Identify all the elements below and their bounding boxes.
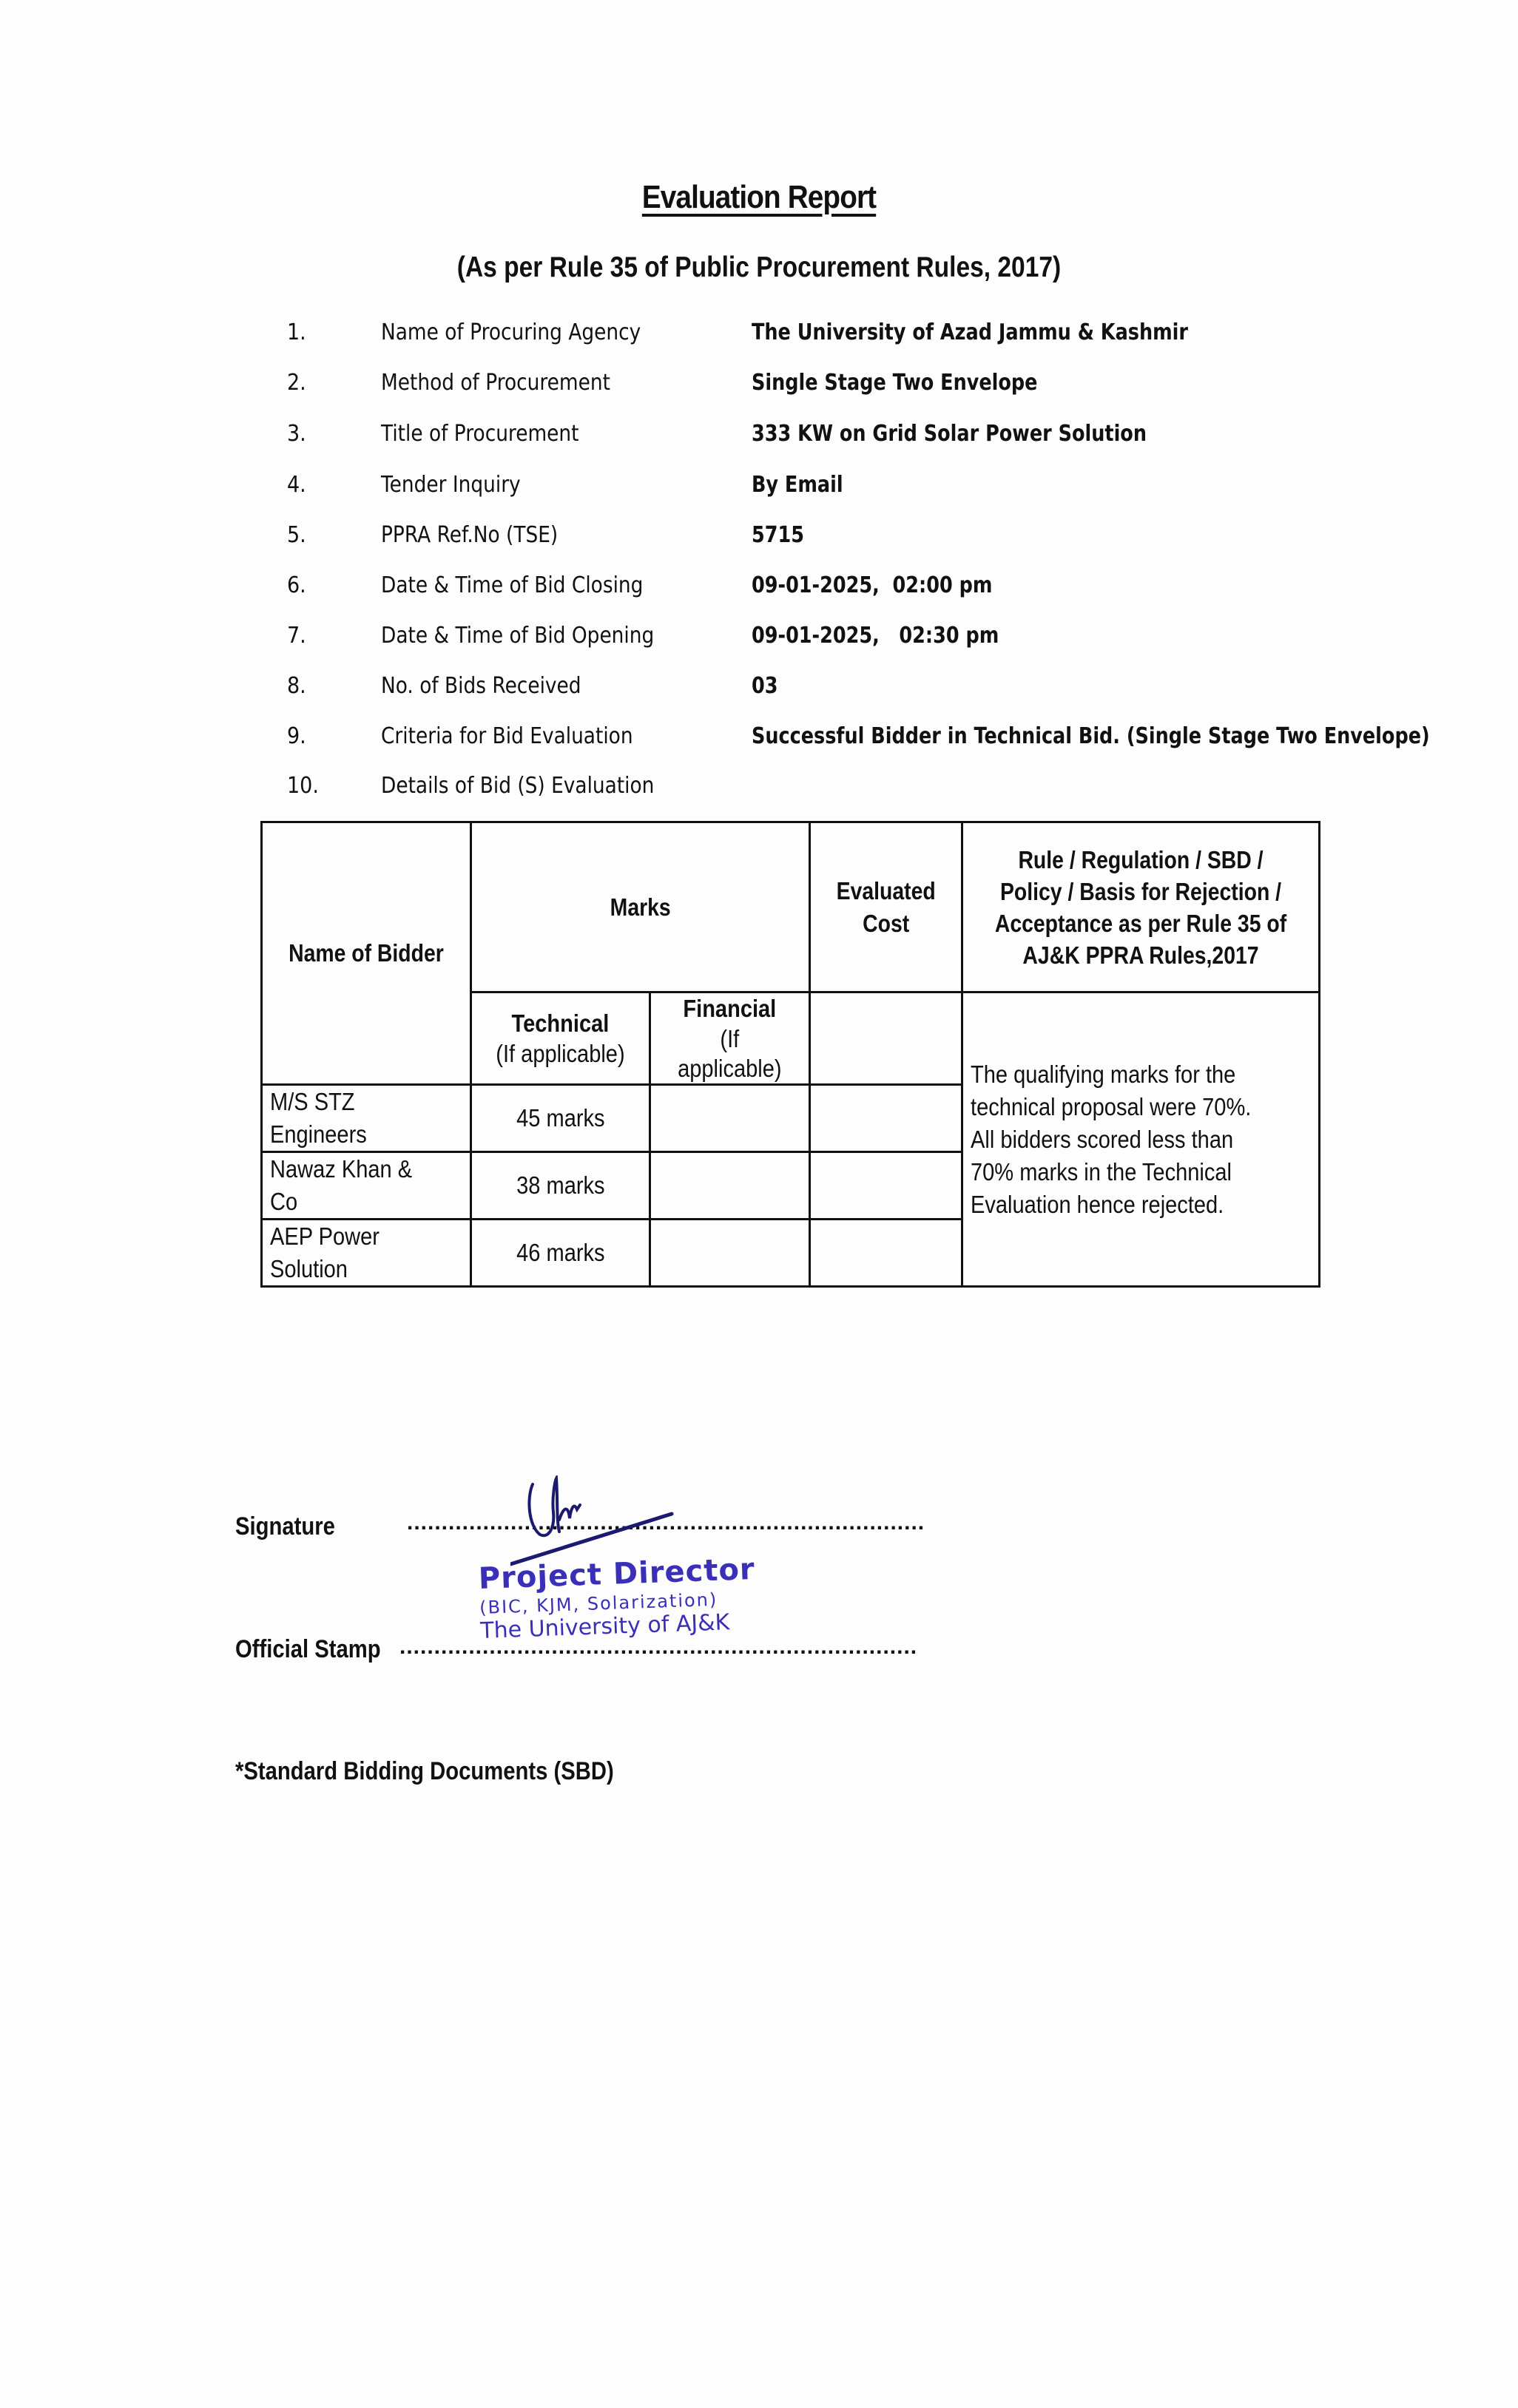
technical-marks: 38 marks xyxy=(471,1152,650,1220)
info-value: Single Stage Two Envelope xyxy=(752,370,1038,396)
info-row xyxy=(0,522,1518,559)
header-marks: Marks xyxy=(471,822,810,992)
header-rule-basis: Rule / Regulation / SBD / Policy / Basis for Rejection / Acceptance as per Rule 35 of AJ&K PPRA Rules,2017 xyxy=(962,822,1319,992)
info-row xyxy=(0,472,1518,509)
info-label: Tender Inquiry xyxy=(381,472,521,498)
page-subtitle: (As per Rule 35 of Public Procurement Rules, 2017) xyxy=(456,251,1062,283)
official-stamp-label: Official Stamp xyxy=(235,1635,381,1663)
info-number: 10. xyxy=(287,773,319,799)
info-row xyxy=(0,319,1518,356)
info-row xyxy=(0,623,1518,660)
info-label: Criteria for Bid Evaluation xyxy=(381,723,633,749)
footnote: *Standard Bidding Documents (SBD) xyxy=(235,1757,614,1785)
info-value: Successful Bidder in Technical Bid. (Single Stage Two Envelope) xyxy=(752,723,1430,749)
info-number: 3. xyxy=(287,421,306,447)
info-number: 1. xyxy=(287,319,306,345)
info-number: 2. xyxy=(287,370,306,396)
info-label: Name of Procuring Agency xyxy=(381,319,641,345)
info-number: 4. xyxy=(287,472,306,498)
header-technical: Technical (If applicable) xyxy=(471,992,650,1085)
official-stamp-line: ........................................................................... xyxy=(399,1634,918,1659)
info-number: 9. xyxy=(287,723,306,749)
header-financial: Financial (If applicable) xyxy=(650,992,809,1085)
evaluation-table xyxy=(260,821,1320,1288)
info-row xyxy=(0,370,1518,407)
evaluated-cost xyxy=(809,1220,962,1287)
table-header-row xyxy=(262,822,1320,992)
financial-marks xyxy=(650,1152,809,1220)
header-name-of-bidder: Name of Bidder xyxy=(262,822,471,1085)
stamp-department: (BIC, KJM, Solarization) xyxy=(479,1589,718,1618)
info-value: The University of Azad Jammu & Kashmir xyxy=(752,319,1189,345)
info-row xyxy=(0,773,1518,810)
info-value: 5715 xyxy=(752,522,804,548)
evaluated-cost-subheader-cell xyxy=(809,992,962,1085)
info-label: Date & Time of Bid Closing xyxy=(381,572,644,598)
technical-marks: 45 marks xyxy=(471,1085,650,1152)
stamp-title: Project Director xyxy=(478,1552,756,1597)
info-label: Date & Time of Bid Opening xyxy=(381,623,655,649)
bidder-name: M/S STZ Engineers xyxy=(262,1085,471,1152)
info-row xyxy=(0,673,1518,710)
financial-marks xyxy=(650,1220,809,1287)
info-value: 333 KW on Grid Solar Power Solution xyxy=(752,421,1147,447)
info-label: PPRA Ref.No (TSE) xyxy=(381,522,559,548)
info-value: 09-01-2025, 02:00 pm xyxy=(752,572,993,598)
info-value: By Email xyxy=(752,472,843,498)
bidder-name: AEP Power Solution xyxy=(262,1220,471,1287)
info-number: 8. xyxy=(287,673,306,699)
official-stamp xyxy=(478,1552,758,1644)
header-evaluated-cost: Evaluated Cost xyxy=(809,822,962,992)
info-label: No. of Bids Received xyxy=(381,673,581,699)
info-label: Details of Bid (S) Evaluation xyxy=(381,773,655,799)
info-row xyxy=(0,421,1518,458)
evaluated-cost xyxy=(809,1085,962,1152)
bidder-name: Nawaz Khan & Co xyxy=(262,1152,471,1220)
signature-line: ........................................................................... xyxy=(407,1510,925,1535)
info-row xyxy=(0,723,1518,760)
financial-marks xyxy=(650,1085,809,1152)
signature-label: Signature xyxy=(235,1512,335,1540)
stamp-institution: The University of AJ&K xyxy=(479,1609,730,1644)
info-number: 6. xyxy=(287,572,306,598)
page-title: Evaluation Report xyxy=(641,179,877,215)
info-label: Title of Procurement xyxy=(381,421,579,447)
info-value: 09-01-2025, 02:30 pm xyxy=(752,623,999,649)
technical-marks: 46 marks xyxy=(471,1220,650,1287)
evaluated-cost xyxy=(809,1152,962,1220)
remark-cell: The qualifying marks for the technical proposal were 70%. All bidders scored less than 70% marks in the Technical Evaluation hence rejected. xyxy=(962,992,1319,1287)
info-row xyxy=(0,572,1518,609)
info-number: 7. xyxy=(287,623,306,649)
info-label: Method of Procurement xyxy=(381,370,610,396)
info-value: 03 xyxy=(752,673,778,699)
info-number: 5. xyxy=(287,522,306,548)
